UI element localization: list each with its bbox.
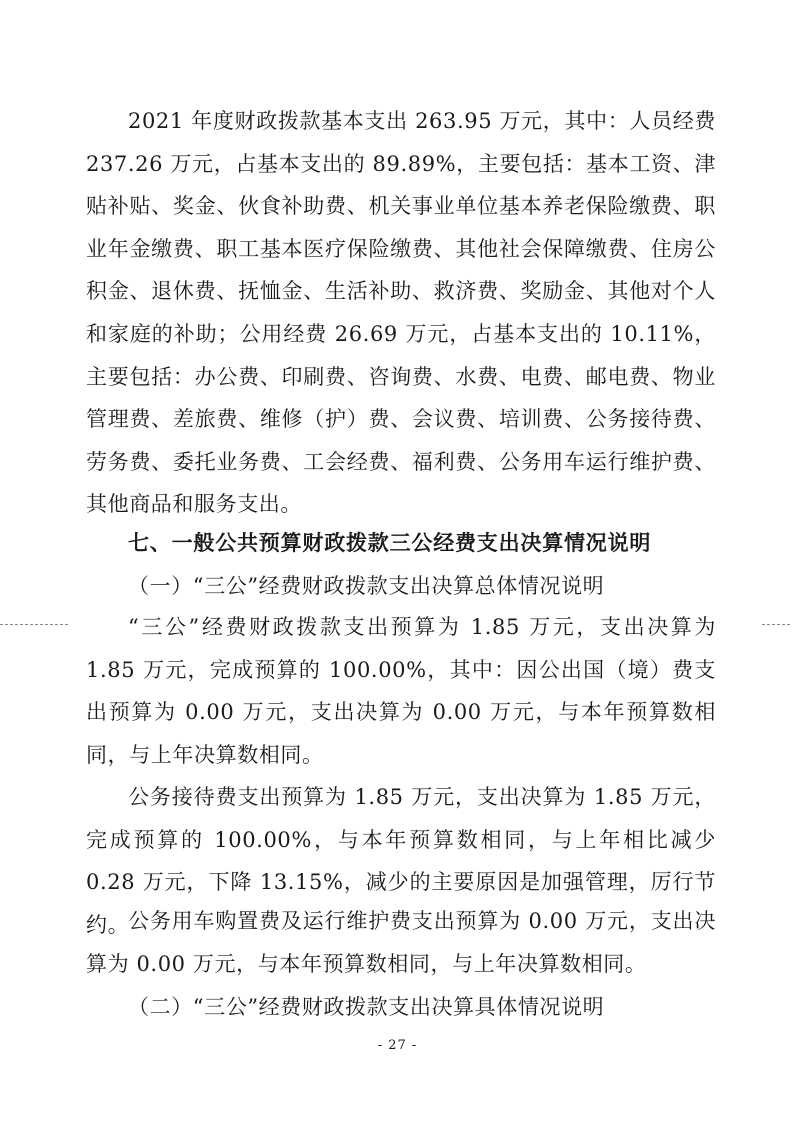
- subsection-heading-overall: （一）“三公”经费财政拨款支出决算总体情况说明: [128, 574, 605, 598]
- paragraph-basic-expenditure: 2021 年度财政拨款基本支出 263.95 万元，其中：人员经费 237.26 万元，占基本支出的 89.89%，主要包括：基本工资、津贴补贴、奖金、伙食补助费、机关事业单位基本养老保险缴费、职业年金缴费、职工基本医疗保险缴费、其他社会保障缴费、住房公积金、退休费、抚恤金、生活补助、救济费、奖励金、其他对个人和家庭的补助；公用经费 26.69 万元，占基本支出的 10.11%，主要包括：办公费、印刷费、咨询费、水费、电费、邮电费、物业管理费、差旅费、维修（护）费、会议费、培训费、公务接待费、劳务费、委托业务费、工会经费、福利费、公务用车运行维护费、其他商品和服务支出。: [86, 109, 716, 517]
- scan-artifact-right: [762, 624, 790, 625]
- scan-artifact-left: [0, 624, 68, 625]
- subsection-heading-detailed: （二）“三公”经费财政拨款支出决算具体情况说明: [128, 995, 605, 1019]
- paragraph-three-public-overall: “三公”经费财政拨款支出预算为 1.85 万元，支出决算为 1.85 万元，完成预算的 100.00%，其中：因公出国（境）费支出预算为 0.00 万元，支出决算为 0.00 万元，与本年预算数相同，与上年决算数相同。: [86, 615, 716, 767]
- page-number: - 27 -: [377, 1038, 418, 1053]
- section-heading-three-public-expenses: 七、一般公共预算财政拨款三公经费支出决算情况说明: [128, 530, 652, 555]
- paragraph-reception-expenses: 公务接待费支出预算为 1.85 万元，支出决算为 1.85 万元，完成预算的 100.00%，与本年预算数相同，与上年相比减少 0.28 万元，下降 13.15%，减少的主要原因是加强管理，厉行节约。: [86, 785, 716, 937]
- paragraph-vehicle-expenses: 公务用车购置费及运行维护费支出预算为 0.00 万元，支出决算为 0.00 万元，与本年预算数相同，与上年决算数相同。: [86, 909, 716, 976]
